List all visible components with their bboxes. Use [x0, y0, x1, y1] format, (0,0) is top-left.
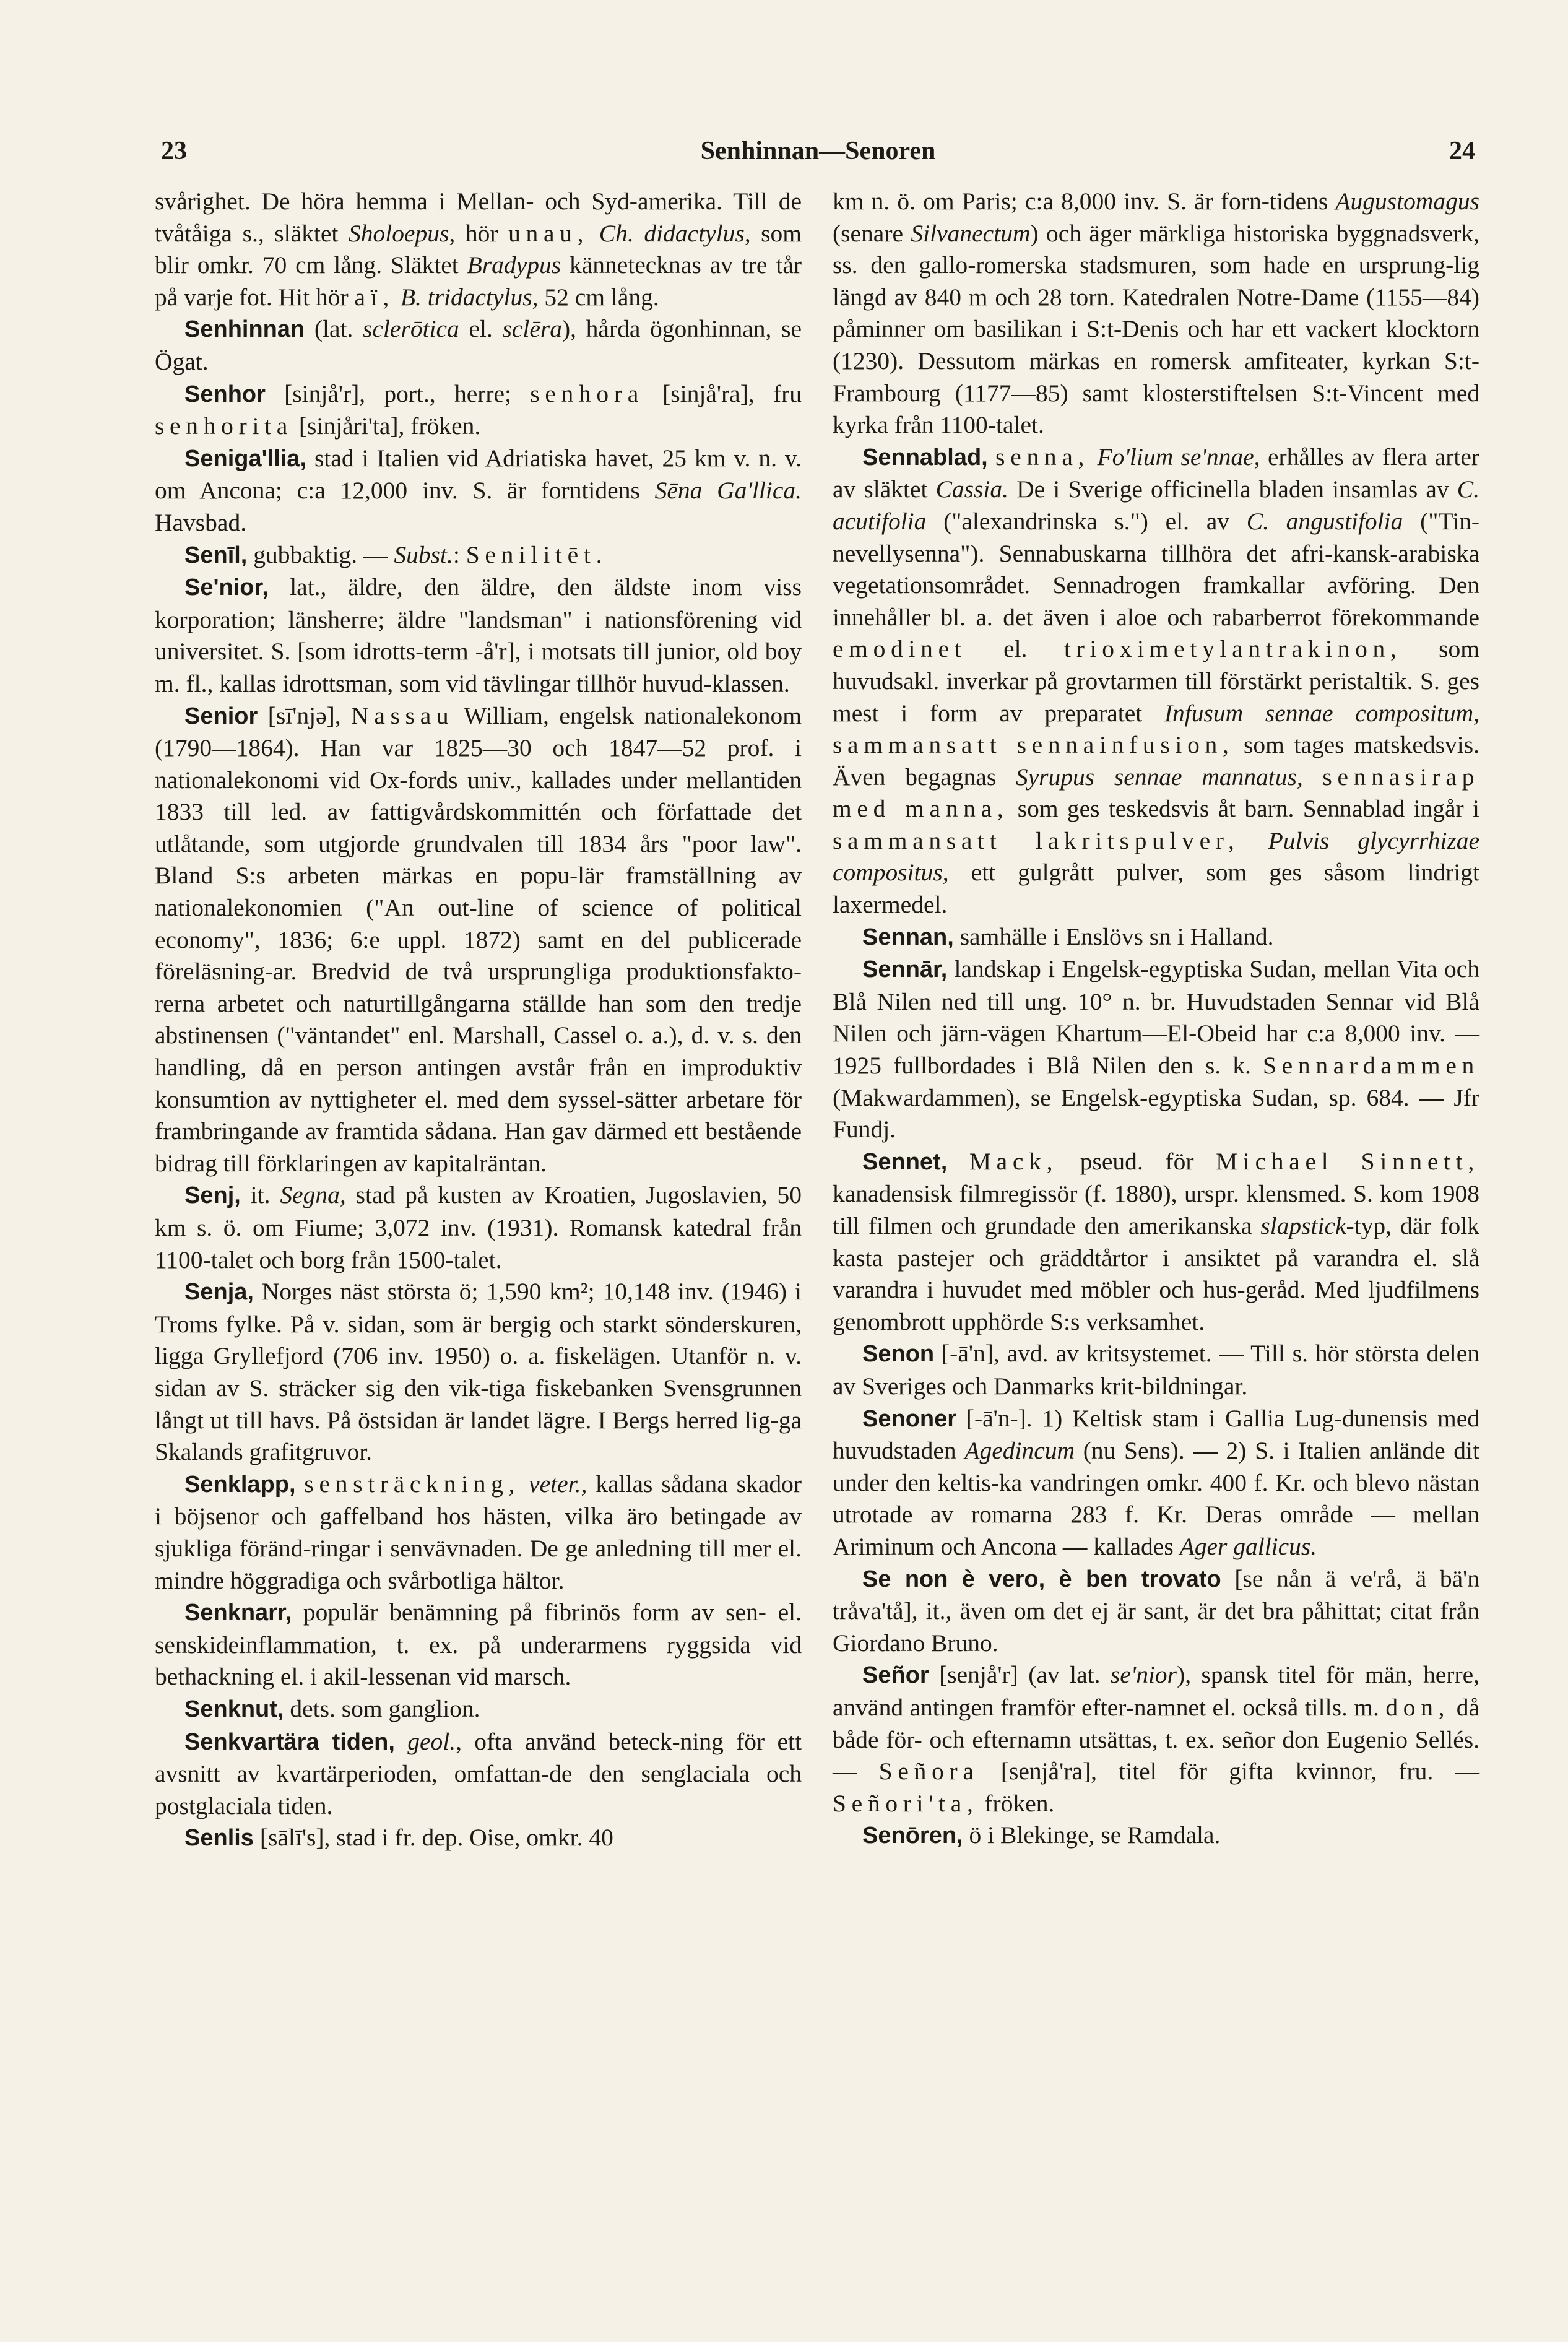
headword: Sennan, — [862, 924, 954, 950]
headword: Seniga'llia, — [184, 445, 306, 472]
right-column — [833, 186, 1479, 1852]
headword: Sennet, — [862, 1148, 948, 1175]
page-header — [161, 124, 1475, 180]
entry-senhinnan: Senhinnan (lat. sclerōtica el. sclēra), hårda ögonhinnan, se Ögat. — [155, 315, 802, 375]
entry-continuation: svårighet. De höra hemma i Mellan- och Syd-amerika. Till de tvåtåiga s., släktet Sholoepus, hör unau, Ch. didactylus, som blir omkr. 70 cm lång. Släktet Bradypus kännetecknas av tre tår på varje fot. Hit hör aï, B. tridactylus, 52 cm lång. — [155, 188, 802, 311]
entry-senior-lat: Se'nior, lat., äldre, den äldre, den äldste inom viss korporation; länsherre; äldre "landsman" i nationsförening vid universitet. S. [som idrotts-term -å'r], i motsats till junior, old boy m. fl., kallas idrottsman, som vid tävlingar tillhör huvud-klassen. — [155, 573, 802, 697]
headword: Senhinnan — [184, 316, 305, 343]
entry-senlis: Senlis [sālī's], stad i fr. dep. Oise, omkr. 40 — [184, 1824, 613, 1852]
headword: Se'nior, — [184, 575, 269, 601]
headword: Senhor — [184, 381, 266, 407]
entry-sennablad: Sennablad, senna, Fo'lium se'nnae, erhålles av flera arter av släktet Cassia. De i Sverige officinella bladen insamlas av C. acutifolia ("alexandrinska s.") el. av C. angustifolia ("Tin-nevellysenna"). Sennabuskarna tillhöra det afri-kansk-arabiska vegetationsområdet. Sennadrogen framkallar avföring. Den innehåller bl. a. det även i aloe och rabarberrot förekommande emodinet el. trioximetylantrakinon, som huvudsakl. inverkar på grovtarmen till förstärkt peristaltik. S. ges mest i form av preparatet Infusum sennae compositum, sammansatt sennainfusion, som tages matskedsvis. Även begagnas Syrupus sennae mannatus, sennasirap med manna, som ges teskedsvis åt barn. Sennablad ingår i sammansatt lakritspulver, Pulvis glycyrrhizae compositus, ett gulgrått pulver, som ges såsom lindrigt laxermedel. — [833, 443, 1480, 919]
page-number-right: 24 — [1449, 137, 1475, 165]
headword: Se non è vero, è ben trovato — [862, 1566, 1221, 1592]
entry-senja: Senja, Norges näst största ö; 1,590 km²; 10,148 inv. (1946) i Troms fylke. På v. sidan, som är bergig och starkt sönderskuren, ligga Gryllefjord (706 inv. 1950) o. a. fiskelägen. Utanför n. v. sidan av S. sträcker sig den vik-tiga fiskebanken Svensgrunnen långt ut till havs. På östsidan är landet lägre. I Bergs herred lig-ga Skalands grafitgruvor. — [155, 1278, 802, 1466]
entry-senklapp: Senklapp, sensträckning, veter., kallas sådana skador i böjsenor och gaffelband hos hästen, vilka äro betingade av sjukliga föränd-ringar i senvävnaden. De ge anledning till mer el. mindre höggradiga och svårbotliga hältor. — [155, 1470, 802, 1594]
headword: Senior — [184, 703, 258, 729]
entry-senil: Senīl, gubbaktig. — Subst.: Senilitēt. — [184, 540, 608, 568]
entry-sennet: Sennet, Mack, pseud. för Michael Sinnett, kanadensisk filmregissör (f. 1880), urspr. klensmed. S. kom 1908 till filmen och grundade den amerikanska slapstick-typ, där folk kasta pastejer och gräddtårtor i ansiktet på varandra el. slå varandra i huvudet med möbler och hus-geråd. Med ljudfilmens genombrott upphörde S:s verksamhet. — [833, 1147, 1480, 1335]
entry-senon: Senon [-ā'n], avd. av kritsystemet. — Till s. hör största delen av Sveriges och Danmarks krit-bildningar. — [833, 1340, 1479, 1400]
headword: Senkvartära tiden, — [184, 1728, 395, 1755]
entry-senigallia: Seniga'llia, stad i Italien vid Adriatiska havet, 25 km v. n. v. om Ancona; c:a 12,000 inv. S. är forntidens Sēna Ga'llica. Havsbad. — [155, 444, 802, 536]
headword: Senōren, — [862, 1823, 963, 1849]
entry-senor: Señor [senjå'r] (av lat. se'nior), spansk titel för män, herre, använd antingen framför efter-namnet el. också tills. m. don, då både för- och efternamn utsättas, t. ex. señor don Eugenio Sellés. — Señora [senjå'ra], titel för gifta kvinnor, fru. — Señori'ta, fröken. — [833, 1661, 1480, 1817]
headword: Senknut, — [184, 1696, 284, 1722]
headword: Sennablad, — [862, 444, 988, 471]
left-column — [155, 186, 802, 1855]
entry-senoren: Senōren, ö i Blekinge, se Ramdala. — [862, 1821, 1221, 1849]
page-title: Senhinnan—Senoren — [700, 137, 936, 165]
headword: Senlis — [184, 1825, 254, 1852]
headword: Sennār, — [862, 956, 948, 983]
entry-senj: Senj, it. Segna, stad på kusten av Kroatien, Jugoslavien, 50 km s. ö. om Fiume; 3,072 inv. (1931). Romansk katedral från 1100-talet och borg från 1500-talet. — [155, 1181, 802, 1273]
entry-senknarr: Senknarr, populär benämning på fibrinös form av sen- el. senskideinflammation, t. ex. på underarmens ryggsida vid bethackning el. i akil-lessenan vid marsch. — [155, 1598, 802, 1691]
entry-senkvartara: Senkvartära tiden, geol., ofta använd beteck-ning för ett avsnitt av kvartärperioden, omfattan-de den senglaciala och postglaciala tiden. — [155, 1727, 802, 1819]
entry-senhor: Senhor [sinjå'r], port., herre; senhora [sinjå'ra], fru senhorita [sinjåri'ta], fröken. — [155, 379, 802, 440]
headword: Senknarr, — [184, 1600, 292, 1626]
headword: Senj, — [184, 1182, 241, 1209]
entry-sennar: Sennār, landskap i Engelsk-egyptiska Sudan, mellan Vita och Blå Nilen ned till ung. 10° n. br. Huvudstaden Sennar vid Blå Nilen och järn-vägen Khartum—El-Obeid har c:a 8,000 inv. — 1925 fullbordades i Blå Nilen den s. k. Sennardammen (Makwardammen), se Engelsk-egyptiska Sudan, sp. 684. — Jfr Fundj. — [833, 955, 1479, 1143]
entry-continuation: km n. ö. om Paris; c:a 8,000 inv. S. är forn-tidens Augustomagus (senare Silvanectum) och äger märkliga historiska byggnadsverk, ss. den gallo-romerska stadsmuren, som hade en ursprung-lig längd av 840 m och 28 torn. Katedralen Notre-Dame (1155—84) påminner om basilikan i S:t-Denis och har ett vackert klocktorn (1230). Dessutom märkas en romersk amfiteater, kyrkan S:t-Frambourg (1177—85) samt klosterstiftelsen S:t-Vincent med kyrka från 1100-talet. — [833, 188, 1479, 439]
entry-senknut: Senknut, dets. som ganglion. — [184, 1694, 480, 1722]
headword: Senīl, — [184, 542, 248, 568]
entry-senoner: Senoner [-ā'n-]. 1) Keltisk stam i Gallia Lug-dunensis med huvudstaden Agedincum (nu Sens). — 2) S. i Italien anlände dit under den keltis-ka vandringen omkr. 400 f. Kr. och blevo nästan utrotade av romarna 283 f. Kr. Deras område — mellan Ariminum och Ancona — kallades Ager gallicus. — [833, 1404, 1480, 1560]
entry-se-non-e-vero: Se non è vero, è ben trovato [se nån ä ve'rå, ä bä'n tråva'tå], it., även om det ej är sant, är det bra påhittat; citat från Giordano Bruno. — [833, 1564, 1480, 1657]
page-number-left: 23 — [161, 137, 187, 165]
headword: Senoner — [862, 1405, 957, 1432]
entry-senior: Senior [sī'njə], Nassau William, engelsk nationalekonom (1790—1864). Han var 1825—30 och 1847—52 prof. i nationalekonomi vid Ox-fords univ., kallades under mellantiden 1833 till led. av fattigvårdskommittén och författade det utlåtande, som utgjorde grundvalen till 1834 års "poor law". Bland S:s arbeten märkas en popu-lär framställning av nationalekonomien ("An out-line of science of political economy", 1836; 6:e uppl. 1872) samt en del publicerade föreläsning-ar. Bredvid de två ursprungliga produktionsfakto-rerna arbetet och naturtillgångarna ställde han som den tredje abstinensen ("väntandet" enl. Marshall, Cassel o. a.), d. v. s. den handling, då en person antingen avstår från en improduktiv konsumtion av nyttigheter el. med dem syssel-sätter arbetare för frambringande av framtida sådana. Han gav därmed ett bestående bidrag till förklaringen av kapitalräntan. — [155, 701, 802, 1177]
headword: Senklapp, — [184, 1471, 296, 1498]
headword: Señor — [862, 1662, 929, 1689]
headword: Senon — [862, 1341, 935, 1368]
entry-sennan: Sennan, samhälle i Enslövs sn i Halland. — [862, 922, 1274, 950]
headword: Senja, — [184, 1279, 254, 1306]
